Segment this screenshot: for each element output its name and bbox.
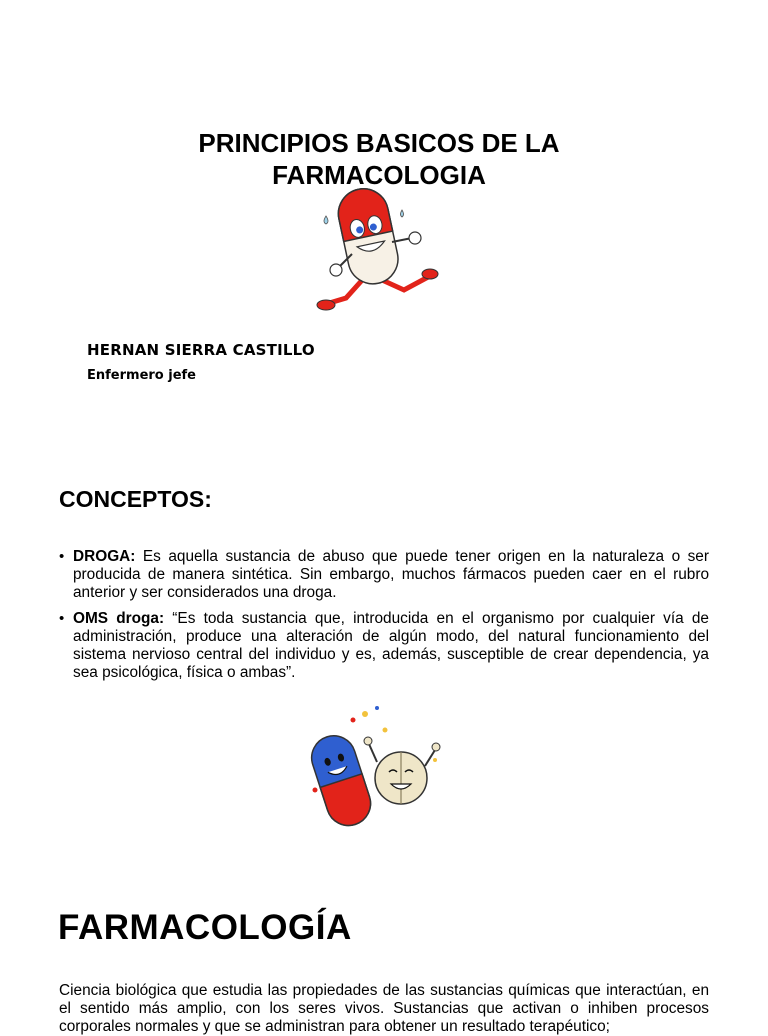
farmacologia-paragraph: Ciencia biológica que estudia las propiedades de las sustancias químicas que interactúan, en el sentido más amplio, con los seres vivos. Sustancias que activan o inhiben procesos corporales normales y que se administran para obtener un resultado terapéutico; xyxy=(59,982,709,1035)
section-heading-farmacologia: FARMACOLOGÍA xyxy=(58,908,352,947)
author-name: HERNAN SIERRA CASTILLO xyxy=(87,341,315,359)
running-pill-illustration xyxy=(312,180,444,316)
section-heading-conceptos: CONCEPTOS: xyxy=(59,486,212,512)
happy-pills-illustration xyxy=(295,700,445,830)
concept-definition: Es aquella sustancia de abuso que puede tener origen en la naturaleza o ser producida de manera sintética. Sin embargo, muchos fármacos pueden caer en el rubro anterior y ser considerados una droga. xyxy=(73,548,709,601)
author-role: Enfermero jefe xyxy=(87,368,196,383)
concept-item-droga xyxy=(59,548,709,602)
concept-term: OMS droga: xyxy=(73,610,165,627)
concept-term: DROGA: xyxy=(73,548,136,565)
concept-item-oms-droga xyxy=(59,610,709,682)
title-line-2: FARMACOLOGIA xyxy=(272,160,486,191)
concept-definition: “Es toda sustancia que, introducida en el organismo por cualquier vía de administración, produce una alteración de algún modo, del natural funcionamiento del sistema nervioso central del individuo y es, además, susceptible de crear dependencia, ya sea psicológica, física o ambas”. xyxy=(73,610,709,681)
concept-list xyxy=(59,548,709,690)
title-line-1: PRINCIPIOS BASICOS DE LA xyxy=(198,128,560,159)
